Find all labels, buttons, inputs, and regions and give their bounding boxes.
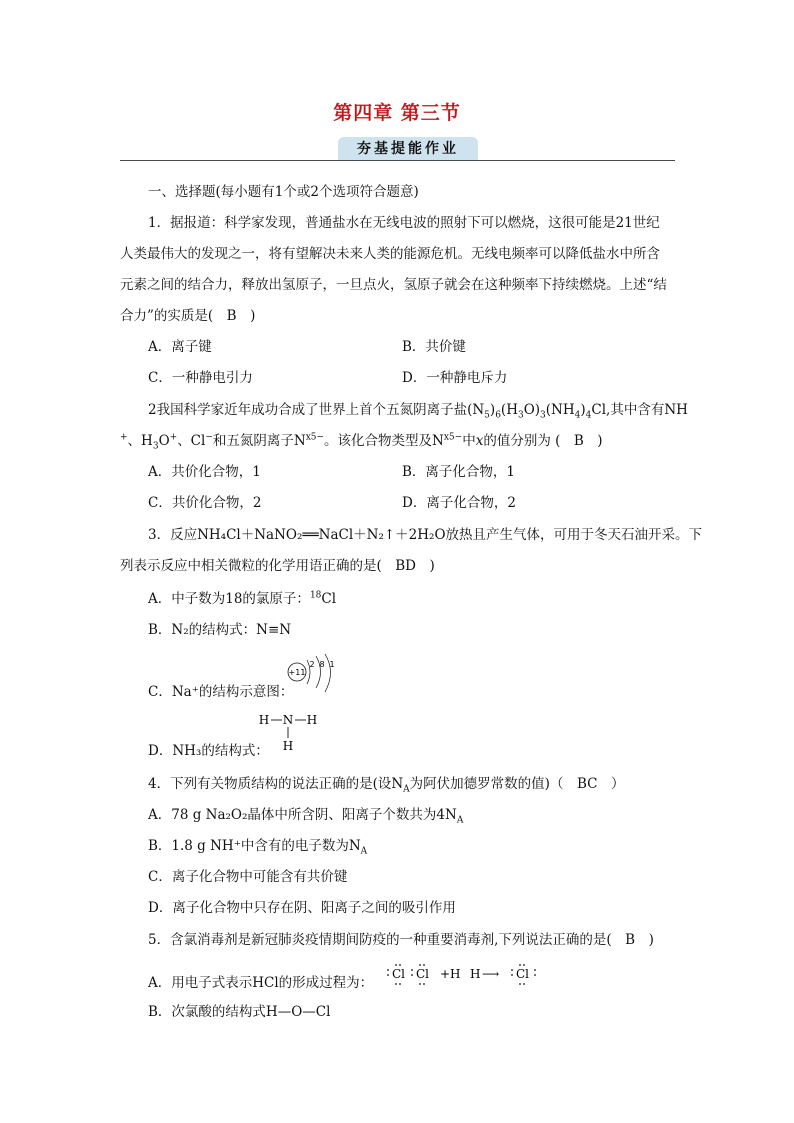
q4-line-1: 4．下列有关物质结构的说法正确的是(设$N_A$为阿伏加德罗常数的值)（ BC ） bbox=[148, 776, 625, 795]
reaction-arrow: ⟶ bbox=[482, 967, 500, 981]
shell-1-count: 2 bbox=[309, 660, 315, 669]
atom-h-bottom: H bbox=[282, 739, 294, 753]
section-title: 一、选择题(每小题有1个或2个选项符合题意) bbox=[148, 184, 419, 200]
page-title: 第四章 第三节 bbox=[333, 102, 461, 124]
atom-h-right: H bbox=[306, 713, 318, 727]
q1-line-4: 合力”的实质是( B ) bbox=[120, 308, 256, 324]
q5-option-b: B．次氯酸的结构式H—O—Cl bbox=[148, 1004, 331, 1020]
q4-option-d: D．离子化合物中只存在阴、阳离子之间的吸引作用 bbox=[148, 900, 456, 916]
q2-line-1: 2我国科学家近年成功合成了世界上首个五氮阴离子盐$(N_5)_6(H_3O)_3(NH_4)_4Cl$,其中含有NH bbox=[148, 402, 688, 421]
q3-option-d: D．NH₃的结构式： bbox=[148, 743, 269, 759]
shell-3-count: 1 bbox=[329, 660, 335, 669]
q2-option-c: C．共价化合物，2 bbox=[148, 495, 262, 511]
q1-option-c: C．一种静电引力 bbox=[148, 370, 253, 386]
q3-option-b: B．N₂的结构式：N≡N bbox=[148, 622, 292, 638]
atom-h-left: H bbox=[258, 713, 270, 727]
q3-line-1: 3．反应NH₄Cl＋NaNO₂══NaCl＋N₂↑＋2H₂O放热且产生气体，可用于冬天石油开采。下 bbox=[148, 527, 703, 543]
cl-atom-2: Cl bbox=[416, 967, 430, 981]
q3-line-2: 列表示反应中相关微粒的化学用语正确的是( BD ) bbox=[120, 558, 435, 574]
shell-2-count: 8 bbox=[319, 660, 325, 669]
q1-option-b: B．共价键 bbox=[402, 339, 466, 355]
q1-option-a: A．离子键 bbox=[148, 339, 212, 355]
h-atom: H bbox=[470, 967, 481, 981]
hcl-formation-formula bbox=[380, 960, 550, 988]
banner-label: 夯基提能作业 bbox=[338, 137, 478, 160]
q1-line-2: 人类最伟大的发现之一，将有望解决未来人类的能源危机。无线电频率可以降低盐水中所含 bbox=[120, 246, 660, 262]
q1-option-d: D．一种静电斥力 bbox=[402, 370, 508, 386]
q2-option-b: B．离子化合物，1 bbox=[402, 464, 516, 480]
q4-option-a: A．78 g Na₂O₂晶体中所含阴、阳离子个数共为$4N_A$ bbox=[148, 807, 464, 826]
cl-atom-3: Cl bbox=[516, 967, 530, 981]
sodium-ion-diagram bbox=[285, 654, 345, 696]
q2-option-d: D．离子化合物，2 bbox=[402, 495, 516, 511]
q3-option-a: A．中子数为18的氯原子：$^{18}$Cl bbox=[148, 590, 337, 607]
q3-option-c: C．Na⁺的结构示意图： bbox=[148, 684, 294, 700]
q5-option-a: A．用电子式表示HCl的形成过程为： bbox=[148, 975, 374, 991]
q1-line-1: 1．据报道：科学家发现，普通盐水在无线电波的照射下可以燃烧，这很可能是21世纪 bbox=[148, 215, 660, 231]
plus-h: +H bbox=[440, 967, 461, 981]
divider bbox=[120, 160, 675, 161]
atom-n: N bbox=[282, 713, 294, 727]
q2-line-2: +、$H_3O^+$、Cl−和五氮阴离子$N^{x5-}$。该化合物类型及$N^{x5-}$中x的值分别为 ( B ) bbox=[120, 432, 603, 452]
q2-option-a: A．共价化合物，1 bbox=[148, 464, 261, 480]
nucleus-label: +11 bbox=[288, 668, 306, 677]
q4-option-c: C．离子化合物中可能含有共价键 bbox=[148, 869, 348, 885]
q1-line-3: 元素之间的结合力，释放出氢原子，一旦点火，氢原子就会在这种频率下持续燃烧。上述“结 bbox=[120, 277, 667, 293]
q5-line-1: 5．含氯消毒剂是新冠肺炎疫情期间防疫的一种重要消毒剂,下列说法正确的是( B ) bbox=[148, 932, 654, 948]
q4-option-b: B．1.8 g NH⁺中含有的电子数为$N_A$ bbox=[148, 838, 368, 857]
cl-atom-1: Cl bbox=[392, 967, 406, 981]
